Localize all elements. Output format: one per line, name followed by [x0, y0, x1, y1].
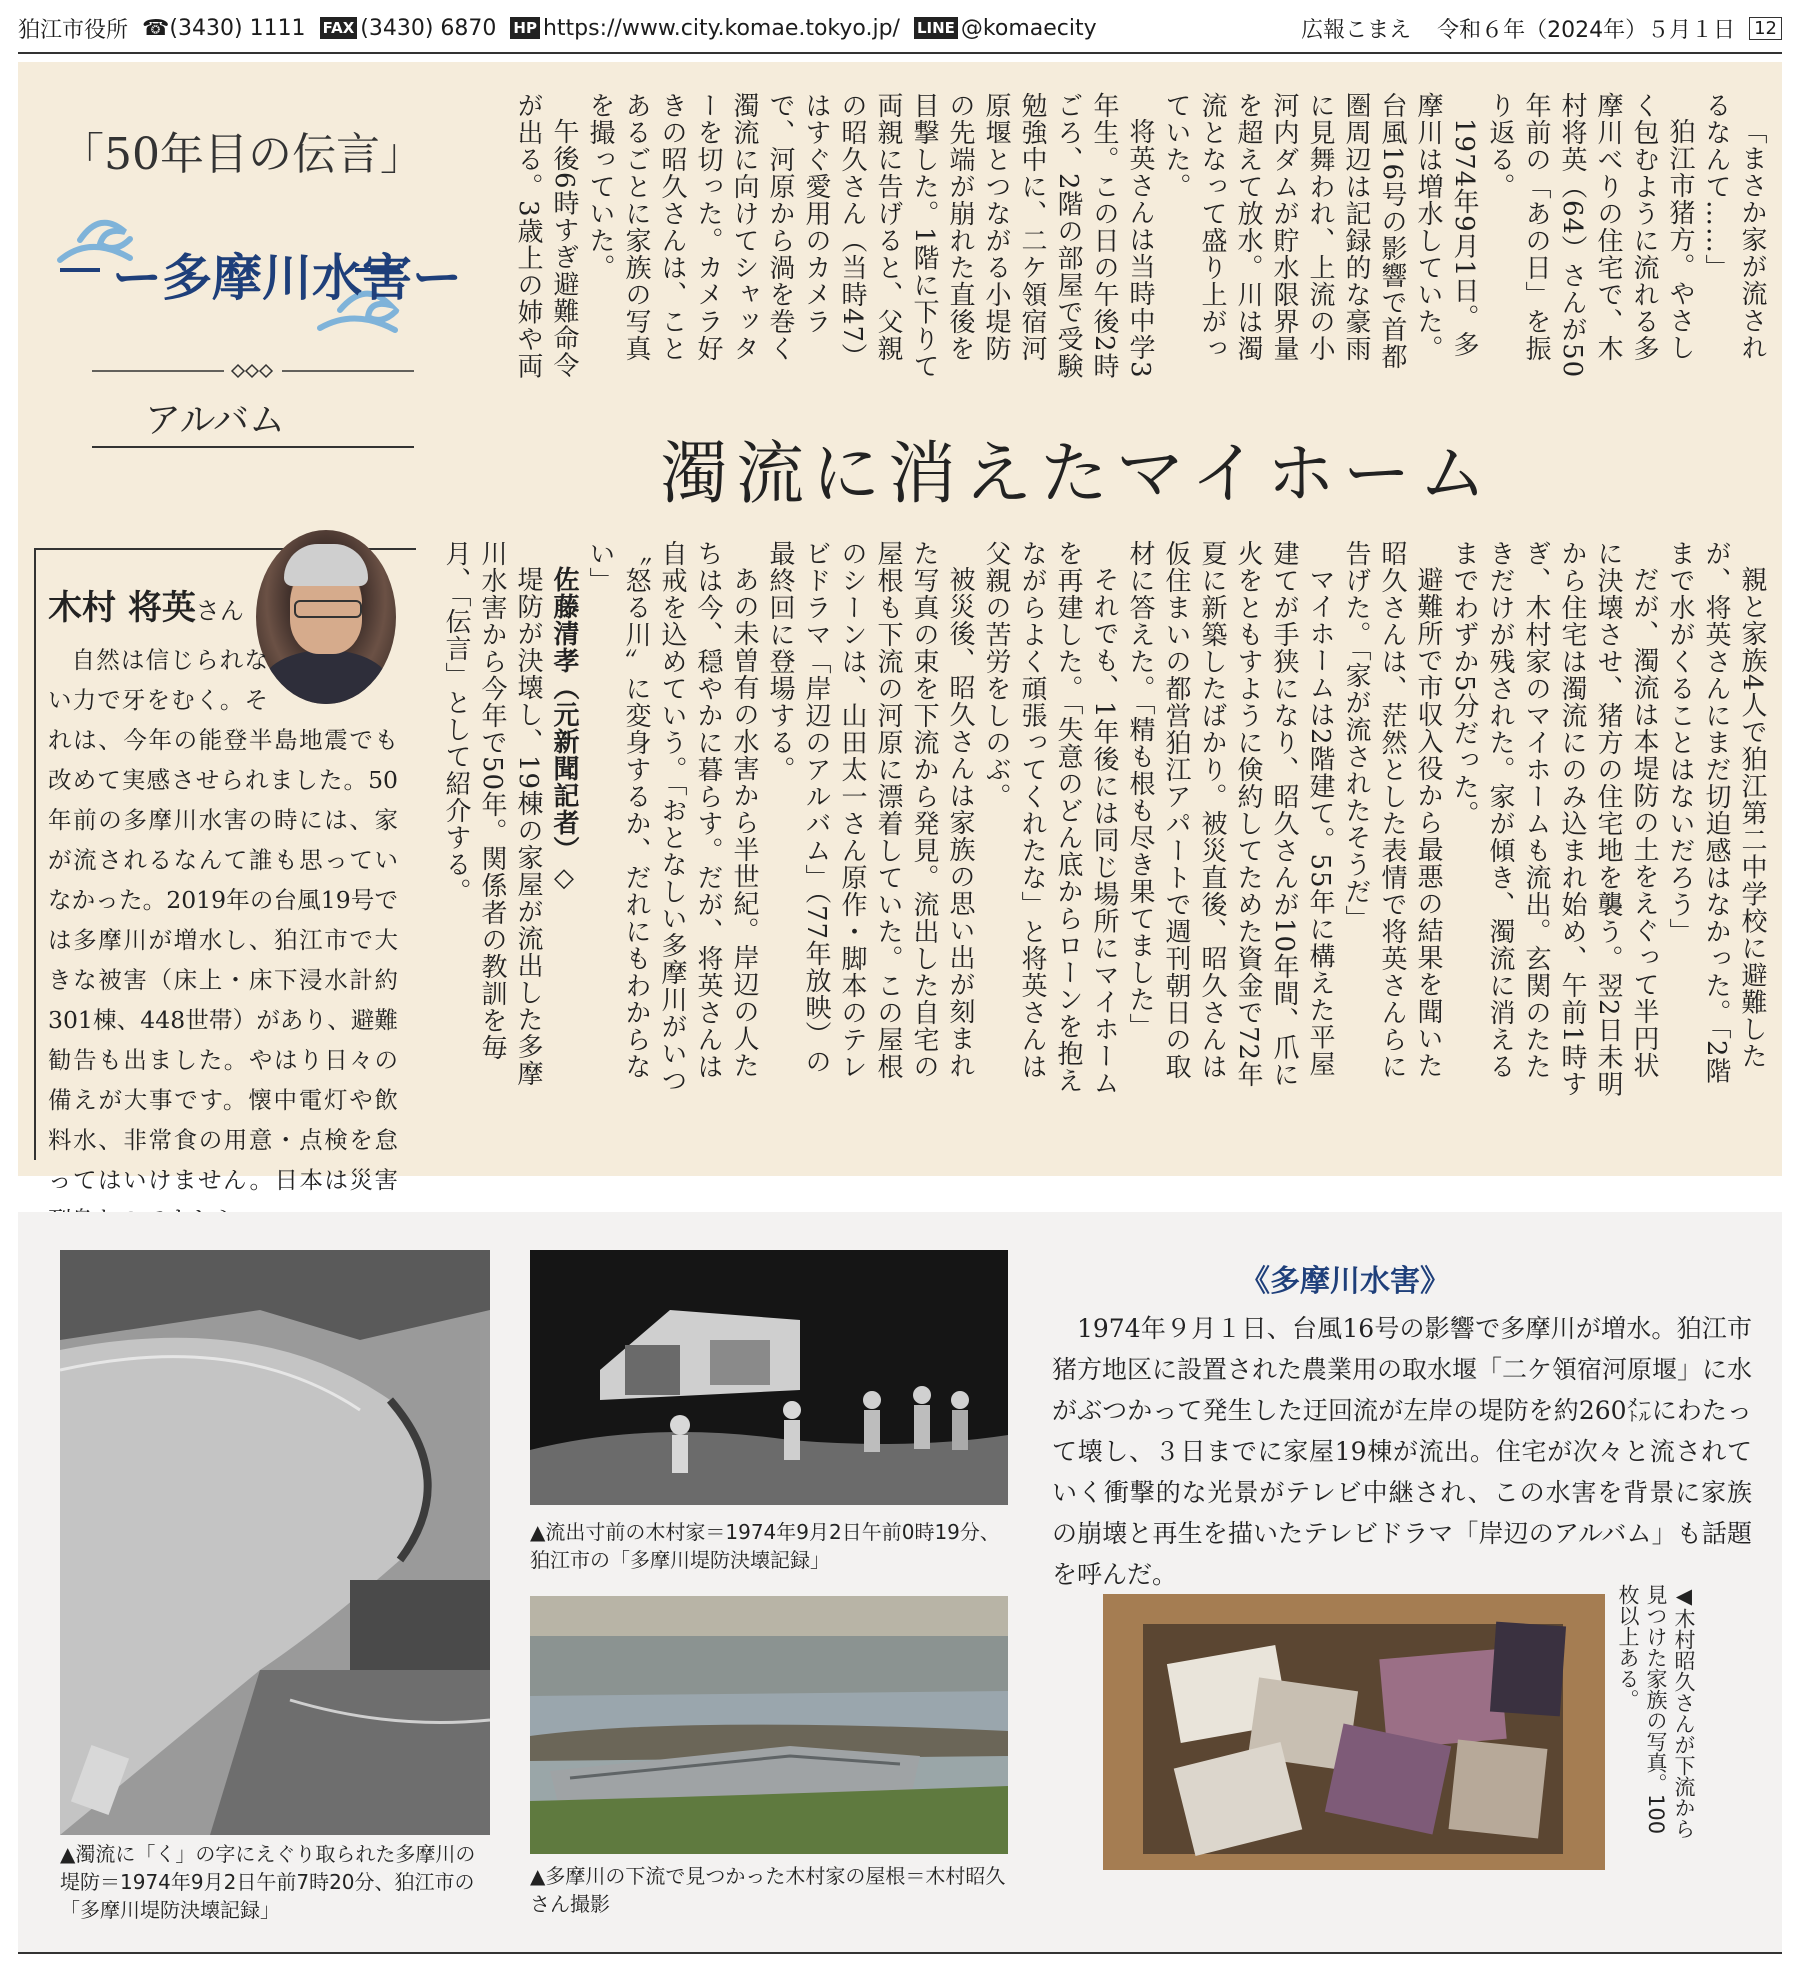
line-badge: LINE — [914, 17, 958, 39]
article-paragraph: 避難所で市収入役から最悪の結果を聞いた昭久さんは、茫然とした表情で将英さんらに告げた。「家が流されたそうだ」 — [1341, 540, 1443, 1080]
article-upper-block — [440, 92, 1770, 382]
series-title: 「50年目の伝言」 — [60, 129, 424, 180]
article-paragraph: 狛江市猪方。やさしく包むように流れる多摩川べりの住宅で、木村将英（64）さんが50年前の「あの日」を振り返る。 — [1485, 92, 1695, 379]
website-link[interactable]: https://www.city.komae.tokyo.jp/ — [542, 15, 900, 41]
article-paragraph: マイホームは2階建て。55年に構えた平屋建てが手狭になり、昭久さんが10年間、爪に火をともすように倹約してためた資金で72年夏に新築したばかり。被災直後、昭久さんは仮住まいの都営狛江アパートで週刊朝日の取材に答えた。「精も根も尽き果てました」 — [1125, 540, 1335, 1089]
sidebar-body — [1052, 1308, 1752, 1595]
roof-caption: ▲多摩川の下流で見つかった木村家の屋根＝木村昭久さん撮影 — [530, 1864, 1006, 1916]
line-id: @komaecity — [960, 15, 1097, 41]
article-paragraph: 親と家族4人で狛江第二中学校に避難したが、将英さんにまだ切迫感はなかった。「2階まで水がくることはないだろう」 — [1665, 540, 1767, 1085]
diamond-divider — [92, 362, 414, 380]
fax-info — [320, 16, 497, 41]
article-lower-block — [440, 540, 1770, 1100]
byline: 佐藤清孝（元新聞記者）◇ — [549, 566, 579, 894]
house-photo — [530, 1250, 1008, 1505]
family-photos-caption: ◀木村昭久さんが下流から見つけた家族の写真。100枚以上ある。 — [1616, 1584, 1696, 1839]
profile-comment-text: 自然は信じられない力で牙をむく。それは、今年の能登半島地震でも改めて実感させられました。50年前の多摩川水害の時には、家が流されるなんて誰も思っていなかった。2019年の台風19号では多摩川が増水し、狛江市で大きな被害（床上・床下浸水計約301棟、448世帯）があり、避難勧告も出ました。やはり日々の備えが大事です。懐中電灯や飲料水、非常食の用意・点検を怠ってはいけません。日本は災害 — [48, 646, 398, 1194]
sidebar-title: 《多摩川水害》 — [1240, 1264, 1450, 1299]
roof-photo — [530, 1596, 1008, 1854]
article-paragraph: 被災後、昭久さんは家族の思い出が刻まれた写真の束を下流から発見。流出した自宅の屋根も下流の河原に漂着していた。この屋根のシーンは、山田太一さん原作・脚本のテレビドラマ「岸辺のアルバム」（77年放映）の最終回に登場する。 — [765, 540, 975, 1080]
tel-info — [142, 16, 306, 41]
hp-badge: HP — [510, 17, 540, 39]
person-name: 木村 将英 — [48, 588, 196, 628]
section-rule — [92, 446, 414, 448]
fax-badge: FAX — [320, 17, 358, 39]
article-paragraph: それでも、1年後には同じ場所にマイホームを再建した。「失意のどん底からローンを抱えながらよく頑張ってくれたな」と将英さんは父親の苦労をしのぶ。 — [981, 540, 1119, 1097]
series-subtitle: ー多摩川水害ー — [112, 248, 462, 307]
name-honorific: さん — [195, 597, 244, 625]
hp-info — [510, 16, 900, 41]
tel-number: (3430) 1111 — [169, 15, 306, 41]
line-info — [914, 16, 1097, 41]
article-paragraph: 1974年9月1日。多摩川は増水していた。台風16号の影響で首都圏周辺は記録的な豪雨に見舞われ、上流の小河内ダムが貯水限界量を超えて放水。川は濁流となって盛り上がっていた。 — [1161, 92, 1479, 371]
phone-icon: ☎ — [142, 15, 170, 41]
header-rule — [18, 52, 1782, 54]
footer-rule — [18, 1952, 1782, 1954]
series-note: 堤防が決壊し、19棟の家屋が流出した多摩川水害から今年で50年。関係者の教訓を毎月、「伝言」として紹介する。 — [441, 540, 543, 1088]
house-caption: ▲流出寸前の木村家＝1974年9月2日午前0時19分、狛江市の「多摩川堤防決壊記録」 — [530, 1520, 1000, 1572]
family-photos-box — [1103, 1594, 1605, 1870]
section-label: アルバム — [145, 400, 286, 441]
article-paragraph: 「まさか家が流されるなんて……」 — [1701, 92, 1767, 361]
article-paragraph: 将英さんは当時中学3年生。この日の午後2時ごろ、2階の部屋で受験勉強中に、二ケ領宿河原堰とつながる小堤防の先端が崩れた直後を目撃した。1階に下りて両親に告げると、父親の昭久さん（当時47）はすぐ愛用のカメラで、河原から渦を巻く濁流に向けてシャッターを切った。カメラ好きの昭久さんは、ことあるごとに家族の写真を撮っていた。 — [585, 92, 1155, 380]
headline: 濁流に消えたマイホーム — [660, 435, 1495, 514]
profile-name — [48, 580, 244, 629]
sidebar-text: 1974年９月１日、台風16号の影響で多摩川が増水。狛江市猪方地区に設置された農業用の取水堰「二ケ領宿河原堰」に水がぶつかって発生した迂回流が左岸の堤防を約260㍍にわたって壊し、３日までに家屋19棟が流出。住宅が次々と流されていく衝撃的な光景がテレビ中継され、この水害を背景に家族の崩壊と再生を描いたテレビドラマ「岸辺のアルバム」も話題を呼んだ。 — [1052, 1314, 1753, 1589]
fax-number: (3430) 6870 — [360, 15, 497, 41]
profile-comment — [48, 640, 398, 1240]
issue-date: 令和６年（2024年）５月１日 — [1437, 17, 1736, 43]
paper-name: 広報こまえ — [1301, 17, 1412, 43]
article-paragraph: 午後6時すぎ避難命令が出る。3歳上の姉や両 — [513, 92, 579, 380]
issue-info — [1301, 13, 1782, 44]
aerial-levee-photo — [60, 1250, 490, 1835]
aerial-caption: ▲濁流に「く」の字にえぐり取られた多摩川の堤防＝1974年9月2日午前7時20分、狛江市の「多摩川堤防決壊記録」 — [60, 1842, 476, 1922]
page-number: 12 — [1749, 17, 1782, 40]
article-paragraph: だが、濁流は本堤防の土をえぐって半円状に決壊させ、猪方の住宅地を襲う。翌2日未明から住宅は濁流にのみ込まれ始め、午前1時すぎ、木村家のマイホームも流出。玄関のたたきだけが残された。家が傾き、濁流に消えるまでわずか5分だった。 — [1449, 540, 1659, 1098]
article-paragraph: あの未曽有の水害から半世紀。岸辺の人たちは今、穏やかに暮らす。だが、将英さんは自戒を込めていう。「おとなしい多摩川がいつ〝怒る川〟に変身するか、だれにもわからない」 — [585, 540, 759, 1094]
org-name: 狛江市役所 — [18, 17, 129, 43]
page-header — [18, 8, 1782, 48]
